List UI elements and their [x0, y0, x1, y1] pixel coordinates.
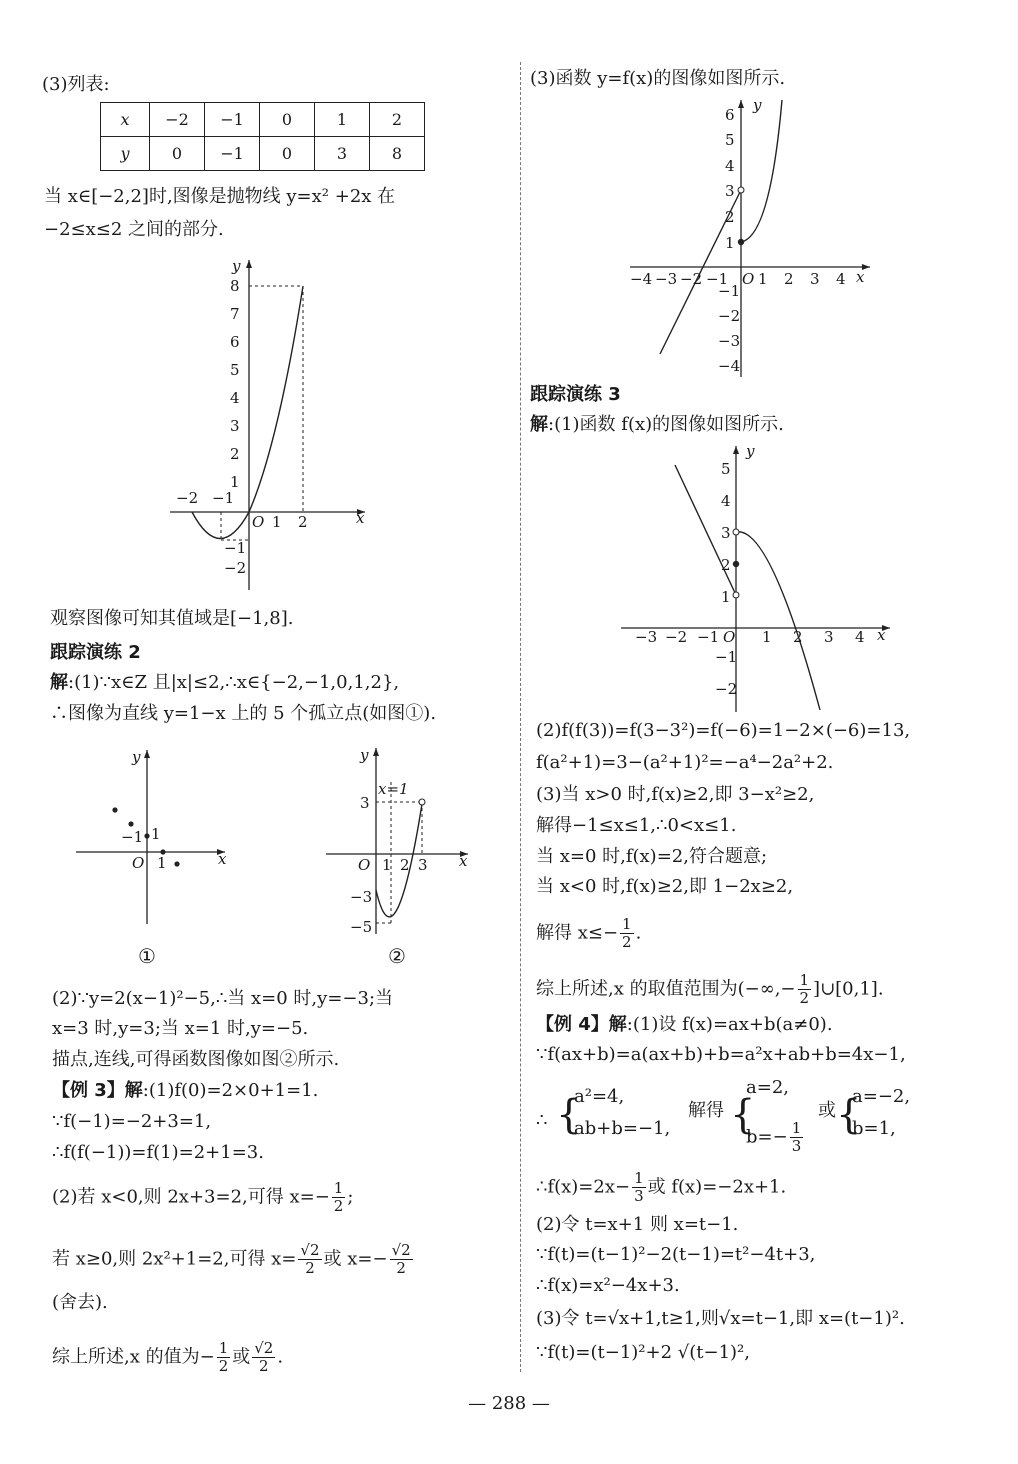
text-line: (2)f(f(3))=f(3−3²)=f(−6)=1−2×(−6)=13, — [536, 720, 911, 741]
table-row: x −2 −1 0 1 2 — [101, 103, 425, 137]
svg-text:y: y — [746, 442, 755, 460]
text-line: (3)令 t=√x+1,t≥1,则√x=t−1,即 x=(t−1)². — [536, 1308, 905, 1329]
svg-text:3: 3 — [824, 628, 834, 646]
equation: a=2, — [746, 1077, 789, 1098]
text-line: f(a²+1)=3−(a²+1)²=−a⁴−2a²+2. — [536, 752, 834, 773]
svg-text:x: x — [356, 509, 365, 527]
svg-text:3: 3 — [418, 856, 428, 874]
text-line: ∴ — [536, 1110, 548, 1131]
svg-text:−1: −1 — [212, 489, 235, 507]
text-line: 综上所述,x 的值为− $\frac{1}{2}$ 或 $\frac{√2}{2}$ . — [52, 1339, 284, 1375]
text-line: 或 — [818, 1100, 836, 1121]
svg-text:y: y — [360, 746, 369, 764]
text-line: 【例 3】解:(1)f(0)=2×0+1=1. — [52, 1080, 319, 1101]
isolated-points-graph — [70, 742, 240, 967]
svg-text:4: 4 — [230, 389, 240, 407]
svg-text:1: 1 — [230, 473, 240, 491]
equation: b=1, — [852, 1118, 896, 1139]
svg-text:5: 5 — [230, 361, 240, 379]
text-line: 解得 x≤− $\frac{1}{2}$ . — [536, 915, 642, 951]
svg-text:2: 2 — [721, 556, 731, 574]
svg-text:−2: −2 — [680, 270, 703, 288]
svg-text:2: 2 — [793, 628, 803, 646]
brace: { — [836, 1092, 862, 1138]
svg-text:−1: −1 — [121, 828, 144, 846]
svg-text:8: 8 — [230, 277, 240, 295]
svg-text:②: ② — [388, 944, 406, 968]
svg-text:4: 4 — [836, 270, 846, 288]
text-line: 解:(1)函数 f(x)的图像如图所示. — [530, 414, 784, 435]
svg-text:1: 1 — [157, 854, 167, 872]
text-line: 【例 4】解:(1)设 f(x)=ax+b(a≠0). — [536, 1014, 833, 1035]
svg-text:−1: −1 — [718, 282, 741, 300]
svg-text:−2: −2 — [665, 628, 688, 646]
svg-text:−1: −1 — [706, 270, 729, 288]
svg-text:6: 6 — [230, 333, 240, 351]
svg-text:−3: −3 — [718, 332, 741, 350]
svg-text:1: 1 — [151, 825, 161, 843]
svg-text:x: x — [856, 268, 865, 286]
text-line: 解:(1)∵x∈Z 且|x|≤2,∴x∈{−2,−1,0,1,2}, — [50, 672, 400, 693]
svg-text:x: x — [218, 850, 227, 868]
svg-text:3: 3 — [721, 524, 731, 542]
svg-text:1: 1 — [721, 588, 731, 606]
text-line: (2)令 t=x+1 则 x=t−1. — [536, 1214, 739, 1235]
svg-text:2: 2 — [400, 856, 410, 874]
svg-text:1: 1 — [725, 234, 735, 252]
equation: a²=4, — [574, 1086, 625, 1107]
svg-text:5: 5 — [725, 131, 735, 149]
svg-text:−2: −2 — [224, 559, 247, 577]
text-line: (舍去). — [52, 1292, 108, 1313]
svg-text:O: O — [252, 513, 265, 531]
svg-text:1: 1 — [272, 513, 282, 531]
svg-text:7: 7 — [230, 305, 240, 323]
svg-text:x: x — [877, 626, 886, 644]
equation: ab+b=−1, — [574, 1118, 671, 1139]
text-line: ∴f(f(−1))=f(1)=2+1=3. — [52, 1142, 264, 1163]
svg-text:①: ① — [138, 944, 156, 968]
parabola-graph — [160, 255, 390, 595]
svg-text:y: y — [132, 748, 141, 766]
svg-text:y: y — [753, 96, 762, 114]
brace: { — [730, 1092, 756, 1138]
svg-text:O: O — [358, 856, 371, 874]
svg-text:−1: −1 — [224, 539, 247, 557]
svg-text:3: 3 — [360, 794, 370, 812]
text-line: ∴f(x)=2x− $\frac{1}{3}$ 或 f(x)=−2x+1. — [536, 1169, 787, 1205]
text-line: 解得 — [688, 1100, 724, 1121]
svg-text:3: 3 — [810, 270, 820, 288]
svg-text:−1: −1 — [715, 648, 738, 666]
section-heading: 跟踪演练 2 — [50, 642, 141, 663]
text-line: x=3 时,y=3;当 x=1 时,y=−5. — [52, 1018, 309, 1039]
svg-text:O: O — [132, 854, 145, 872]
parabola-graph-2 — [320, 742, 480, 967]
svg-text:4: 4 — [725, 157, 735, 175]
svg-text:1: 1 — [762, 628, 772, 646]
svg-text:4: 4 — [721, 492, 731, 510]
piecewise-graph-1 — [620, 92, 880, 382]
svg-text:1: 1 — [382, 856, 392, 874]
text-line: ∵f(t)=(t−1)²+2 √(t−1)², — [536, 1342, 750, 1363]
text-line: (2)若 x<0,则 2x+3=2,可得 x=− $\frac{1}{2}$ ; — [52, 1179, 354, 1215]
text-line: ∵f(ax+b)=a(ax+b)+b=a²x+ab+b=4x−1, — [536, 1044, 906, 1065]
section-heading: 跟踪演练 3 — [530, 384, 621, 405]
svg-text:−4: −4 — [718, 357, 741, 375]
svg-text:x: x — [459, 852, 468, 870]
equation: b=− $\frac{1}{3}$ — [746, 1119, 802, 1155]
text-line: (3)函数 y=f(x)的图像如图所示. — [530, 68, 786, 89]
text-line: (2)∵y=2(x−1)²−5,∴当 x=0 时,y=−3;当 — [52, 988, 394, 1009]
svg-text:1: 1 — [758, 270, 768, 288]
svg-text:−4: −4 — [630, 270, 653, 288]
svg-text:y: y — [232, 257, 241, 275]
svg-text:x=1: x=1 — [378, 780, 409, 798]
equation: a=−2, — [852, 1086, 911, 1107]
text-line: 当 x∈[−2,2]时,图像是抛物线 y=x² +2x 在 — [44, 186, 396, 207]
text-line: ∵f(t)=(t−1)²−2(t−1)=t²−4t+3, — [536, 1244, 816, 1265]
svg-text:4: 4 — [855, 628, 865, 646]
svg-text:2: 2 — [230, 445, 240, 463]
svg-text:3: 3 — [725, 182, 735, 200]
text-line: ∴f(x)=x²−4x+3. — [536, 1275, 680, 1296]
svg-text:−2: −2 — [718, 307, 741, 325]
svg-text:2: 2 — [725, 208, 735, 226]
svg-text:−3: −3 — [635, 628, 658, 646]
text-line: 当 x=0 时,f(x)=2,符合题意; — [536, 846, 768, 867]
text-line: 解得−1≤x≤1,∴0<x≤1. — [536, 815, 737, 836]
line-list-table: (3)列表: — [42, 74, 110, 95]
text-line: ∴图像为直线 y=1−x 上的 5 个孤立点(如图①). — [50, 703, 437, 724]
text-line: 描点,连线,可得函数图像如图②所示. — [52, 1049, 340, 1070]
column-divider — [520, 62, 521, 1372]
page-number: — 288 — — [468, 1393, 550, 1414]
svg-text:−2: −2 — [176, 489, 199, 507]
svg-text:3: 3 — [230, 417, 240, 435]
svg-text:−3: −3 — [655, 270, 678, 288]
svg-text:O: O — [723, 628, 736, 646]
svg-text:−2: −2 — [715, 680, 738, 698]
svg-text:O: O — [742, 270, 755, 288]
svg-text:−5: −5 — [350, 918, 373, 936]
svg-text:5: 5 — [721, 460, 731, 478]
text-line: 综上所述,x 的取值范围为(−∞,− $\frac{1}{2}$ ]∪[0,1]. — [536, 971, 884, 1007]
text-line: 观察图像可知其值域是[−1,8]. — [50, 608, 294, 629]
text-line: −2≤x≤2 之间的部分. — [44, 219, 224, 240]
svg-text:2: 2 — [298, 513, 308, 531]
table-row: y 0 −1 0 3 8 — [101, 137, 425, 171]
text-line: (3)当 x>0 时,f(x)≥2,即 3−x²≥2, — [536, 784, 815, 805]
text-line: ∵f(−1)=−2+3=1, — [52, 1111, 212, 1132]
svg-text:2: 2 — [784, 270, 794, 288]
svg-text:−1: −1 — [697, 628, 720, 646]
text-line: 当 x<0 时,f(x)≥2,即 1−2x≥2, — [536, 876, 794, 897]
text-line: 若 x≥0,则 2x²+1=2,可得 x= $\frac{√2}{2}$ 或 x=− $\frac{√2}{2}$ — [52, 1241, 411, 1277]
brace: { — [556, 1092, 582, 1138]
value-table — [100, 102, 425, 171]
svg-text:6: 6 — [725, 106, 735, 124]
piecewise-graph-2 — [615, 440, 895, 720]
svg-text:−3: −3 — [350, 888, 373, 906]
